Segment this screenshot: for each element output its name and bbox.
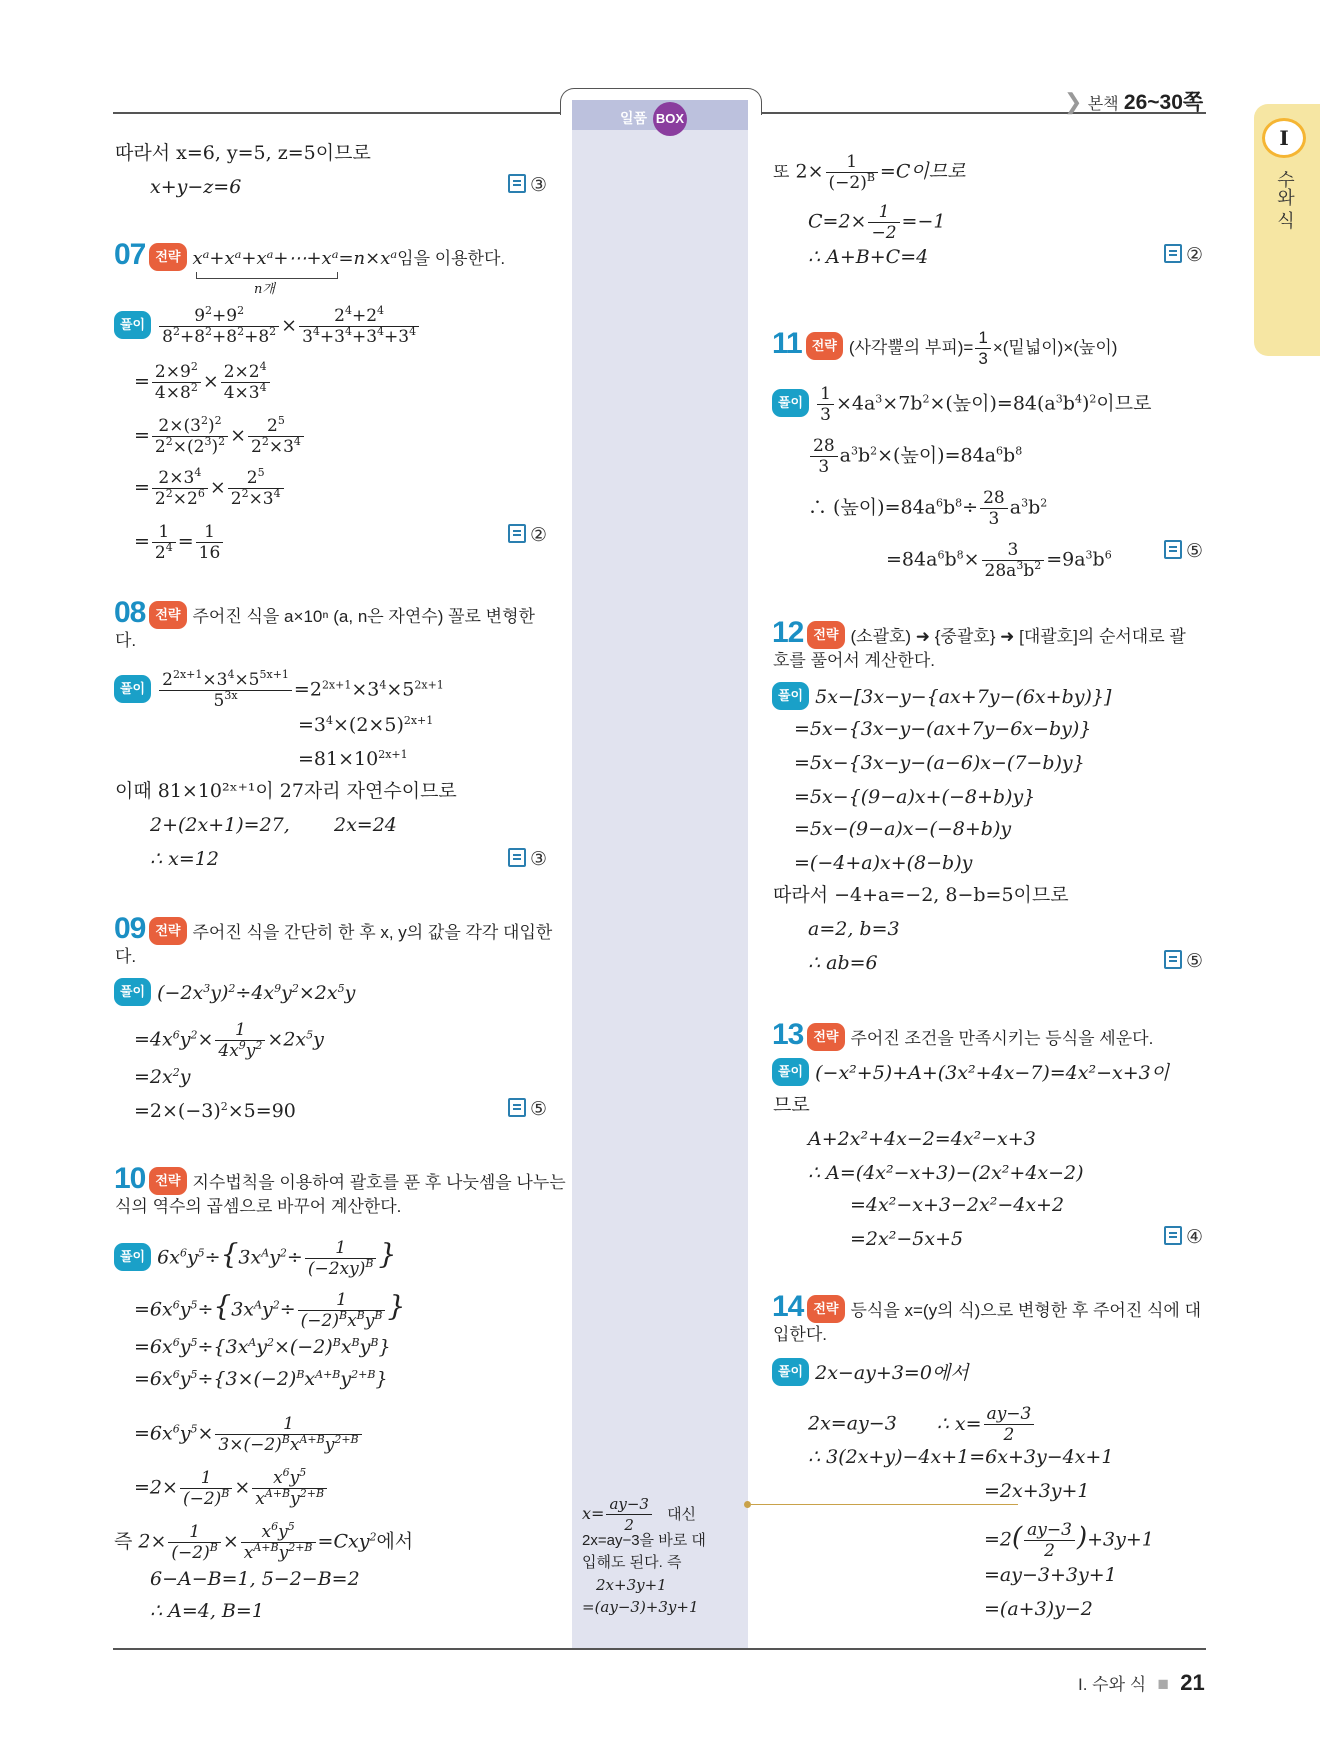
problem-09-header: 09 전략 주어진 식을 간단히 한 후 x, y의 값을 각각 대입한 [114,912,553,945]
problem-10-header: 10 전략 지수법칙을 이용하여 괄호를 푼 후 나눗셈을 나누는 [114,1162,566,1195]
p13-eq3: =4x²−x+3−2x²−4x+2 [850,1194,1065,1216]
p14-sol-l1: 풀이 2x−ay+3=0에서 [772,1358,969,1386]
p08-eq1a: 2+(2x+1)=27, [150,814,290,836]
p14-eq2: ∴ 3(2x+y)−4x+1=6x+3y−4x+1 [808,1446,1114,1468]
footer-dot: ■ [1157,1674,1169,1695]
p14-eq1: 2x=ay−3 ∴ x= $\frac{ay-3}{2}$ [808,1404,1036,1445]
answer-icon [1164,950,1182,969]
p12-sol-l1: =5x−{3x−y−(ax+7y−6x−by)} [794,718,1092,740]
p13-sol-l1: 풀이 (−x²+5)+A+(3x²+4x−7)=4x²−x+3이 [772,1058,1169,1086]
answer-11: ⑤ [1164,540,1203,563]
answer-icon [1164,1226,1182,1245]
box-note-l5: =(ay−3)+3y+1 [582,1598,699,1616]
chevron-right-icon: ❯ [1064,89,1083,114]
answer-06: ③ [508,174,547,197]
problem-11-header: 11 전략 (사각뿔의 부피)= $\frac{1}{3}$ ×(밑넓이)×(높이) [772,326,1118,368]
p10-strategy-l2: 식의 역수의 곱셈으로 바꾸어 계산한다. [115,1197,402,1216]
answer-icon [508,1098,526,1117]
p12-eq2: ∴ ab=6 [808,952,878,974]
underbrace-label: n개 [254,282,275,297]
p14-eq3: =2x+3y+1 [984,1480,1090,1502]
box-note-l2: 2x=ay−3을 바로 대 [582,1532,706,1549]
p07-sol-l5: = $\frac{1}{2^4}$ = $\frac{1}{16}$ [134,522,225,563]
p12-strategy-l2: 호를 풀어서 계산한다. [773,651,935,670]
box-label: 일품 BOX [620,102,687,136]
p14-strategy-l2: 입한다. [773,1325,827,1344]
p09-sol-l4: $=2\times(-3)^2\times 5=90$ [134,1100,296,1122]
p08-strategy-l2: 다. [115,631,137,650]
chapter-side-tab [1254,104,1320,356]
problem-13-header: 13 전략 주어진 조건을 만족시키는 등식을 세운다. [772,1018,1154,1051]
answer-10: ② [1164,244,1203,267]
p11-sol-l2: $\frac{28}{3}$ $a^3b^2\times$(높이)$=84a^6b^8$ [808,436,1022,477]
p10-cont-l3: ∴ A+B+C=4 [808,246,929,268]
p09-sol-l1: 풀이 $(-2x^3y)^2\div 4x^9y^2\times 2x^5y$ [114,978,355,1006]
problem-12-header: 12 전략 (소괄호) ➜ {중괄호} ➜ [대괄호]의 순서대로 괄 [772,616,1186,649]
box-note-l4: 2x+3y+1 [596,1576,667,1594]
p12-text1: 따라서 −4+a=−2, 8−b=5이므로 [773,884,1069,906]
p14-eq4: =2( $\frac{ay-3}{2}$ )+3y+1 [984,1520,1154,1561]
box-column-background [572,100,748,1648]
p13-eq4: =2x²−5x+5 [850,1228,964,1250]
p08-sol-l2: $=3^4\times(2\times 5)^{2x+1}$ [298,714,434,736]
answer-icon [508,848,526,867]
chapter-roman: I [1262,118,1306,158]
p14-eq5: =ay−3+3y+1 [984,1564,1117,1586]
p13-eq2: ∴ A=(4x²−x+3)−(2x²+4x−2) [808,1162,1084,1184]
chapter-title: 수와 식 [1275,170,1295,230]
p06-line1: 따라서 x=6, y=5, z=5이므로 [115,142,371,164]
p08-text1: 이때 81×10²ˣ⁺¹이 27자리 자연수이므로 [115,780,457,802]
p07-sol-l2: = $\frac{2\times 9^2}{4\times 8^2}$ × $\frac{2\times 2^4}{4\times 3^4}$ [134,362,272,403]
p07-sol-l4: = $\frac{2\times 3^4}{2^2\times 2^6}$ × $\frac{2^5}{2^2\times 3^4}$ [134,468,286,509]
p09-sol-l2: $=4x^6y^2\times$ $\frac{1}{4x^9y^2}$ $\times 2x^5y$ [134,1020,324,1061]
p10-cont-l2: C=2× $\frac{1}{-2}$ =−1 [808,202,946,243]
p06-line2: x+y−z=6 [150,176,242,198]
p10-sol-l6: =2× $\frac{1}{(-2)^B}$ × $\frac{x^6y^5}{x^{A+B}y^{2+B}}$ [134,1468,329,1509]
p08-eq1b: 2x=24 [334,814,397,836]
p10-sol-l1: 풀이 $6x^6y^5\div\{3x^Ay^2\div$ $\frac{1}{(-2xy)^B}$ } [114,1238,396,1279]
p09-strategy-l2: 다. [115,947,137,966]
box-badge: BOX [653,102,687,136]
p11-sol-l4: $=84a^6b^8\times$ $\frac{3}{28a^3b^2}$ $=9a^3b^6$ [886,540,1112,581]
p12-sol-l2: =5x−{3x−y−(a−6)x−(7−b)y} [794,752,1085,774]
p10-sol-l7: 즉 2× $\frac{1}{(-2)^B}$ × $\frac{x^6y^5}{x^{A+B}y^{2+B}}$ =Cxy$^2$에서 [114,1520,414,1563]
answer-13: ④ [1164,1226,1203,1249]
p10-sol-l5: $=6x^6y^5\times$ $\frac{1}{3\times(-2)^Bx^{A+B}y^{2+B}}$ [134,1414,364,1455]
p07-sol-l1: 풀이 $\frac{9^2+9^2}{8^2+8^2+8^2+8^2}$ × $\frac{2^4+2^4}{3^4+3^4+3^4+3^4}$ [114,306,421,347]
p11-sol-l3: ∴ (높이)$=84a^6b^8\div$ $\frac{28}{3}$ $a^3b^2$ [808,488,1048,529]
p10-sol-l4: $=6x^6y^5\div\{3\times(-2)^Bx^{A+B}y^{2+B}\}$ [134,1368,388,1390]
footer-rule [113,1648,1206,1650]
box-connector-line [751,1504,1018,1505]
p10-eq-last2: ∴ A=4, B=1 [150,1600,264,1622]
p14-eq6: =(a+3)y−2 [984,1598,1093,1620]
p10-sol-l2: $=6x^6y^5\div\{3x^Ay^2\div$ $\frac{1}{(-2)^Bx^By^B}$ } [134,1289,406,1331]
answer-icon [1164,244,1182,263]
footer: I. 수와 식 ■ 21 [1078,1670,1205,1695]
p10-cont-l1: 또 2× $\frac{1}{(-2)^B}$ =C이므로 [773,152,966,193]
answer-09: ⑤ [508,1098,547,1121]
answer-12: ⑤ [1164,950,1203,973]
p13-eq1: A+2x²+4x−2=4x²−x+3 [808,1128,1036,1150]
problem-07-header: 07 전략 xᵃ+xᵃ+xᵃ+⋯+xᵃ=n×xᵃ임을 이용한다. [114,238,506,271]
box-connector-dot [744,1501,751,1508]
p10-sol-l3: $=6x^6y^5\div\{3x^Ay^2\times(-2)^Bx^By^B\}$ [134,1336,391,1358]
box-note-l3: 입해도 된다. 즉 [582,1554,682,1571]
p09-sol-l3: $=2x^2y$ [134,1066,191,1088]
answer-icon [508,524,526,543]
p13-sol-l2: 므로 [773,1094,810,1116]
p08-sol-l3: $=81\times 10^{2x+1}$ [298,748,408,770]
answer-08: ③ [508,848,547,871]
answer-icon [508,174,526,193]
answer-07: ② [508,524,547,547]
page-reference: ❯ 본책 26~30쪽 [1064,89,1204,114]
box-note-l1: x= $\frac{ay-3}{2}$ 대신 [582,1495,697,1534]
problem-14-header: 14 전략 등식을 x=(y의 식)으로 변형한 후 주어진 식에 대 [772,1290,1201,1323]
problem-08-header: 08 전략 주어진 식을 a×10ⁿ (a, n은 자연수) 꼴로 변형한 [114,596,535,629]
p08-sol-l1: 풀이 $\frac{2^{2x+1}\times 3^4\times 5^{5x+1}}{5^{3x}}$ $=2^{2x+1}\times 3^4\times 5^{2x+1}$ [114,670,444,711]
p12-eq1: a=2, b=3 [808,918,900,940]
p12-sol-l4: =5x−(9−a)x−(−8+b)y [794,818,1012,840]
p11-sol-l1: 풀이 $\frac{1}{3}$ $\times 4a^3\times 7b^2\times$(높이)$=84(a^3b^4)^2$이므로 [772,384,1151,425]
p07-sol-l3: = $\frac{2\times(3^2)^2}{2^2\times(2^3)^2}$ × $\frac{2^5}{2^2\times 3^4}$ [134,416,306,457]
p12-sol-l0: 풀이 5x−[3x−y−{ax+7y−(6x+by)}] [772,682,1111,710]
p10-eq-last1: 6−A−B=1, 5−2−B=2 [150,1568,360,1590]
answer-icon [1164,540,1182,559]
p08-eq2: ∴ x=12 [150,848,219,870]
p12-sol-l3: =5x−{(9−a)x+(−8+b)y} [794,786,1036,808]
p12-sol-l5: =(−4+a)x+(8−b)y [794,852,973,874]
